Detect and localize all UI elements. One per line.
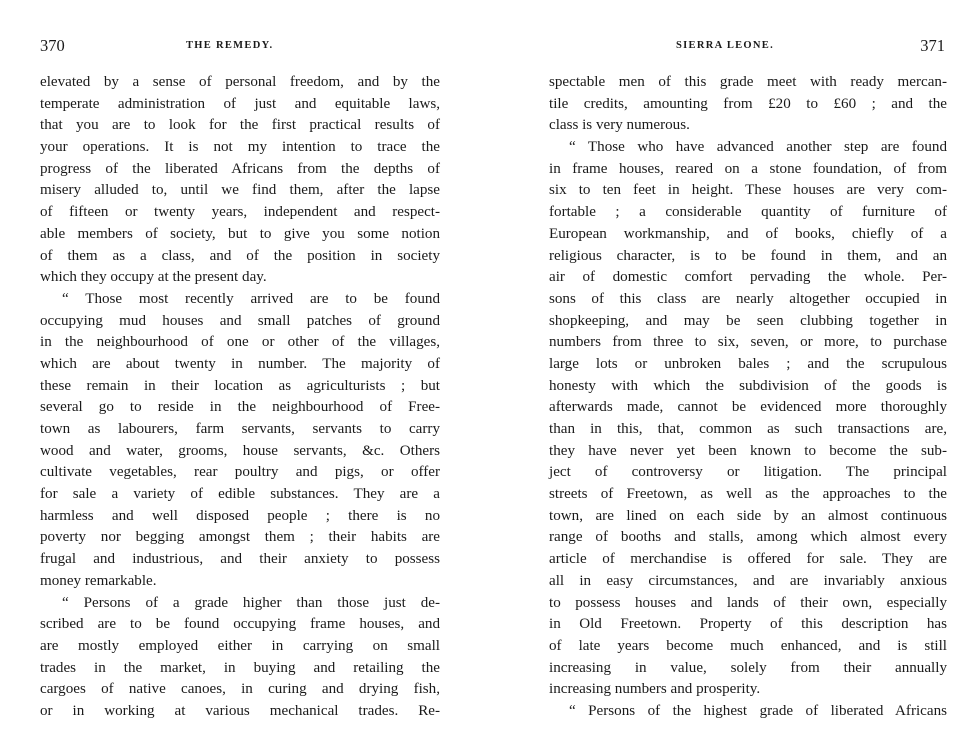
text-line: “ Persons of a grade higher than those just de-: [62, 594, 440, 611]
text-line: they have never yet been known to become the sub-: [549, 442, 947, 459]
text-line: several go to reside in the neighbourhood of Free-: [40, 399, 440, 416]
text-line: cargoes of native canoes, in curing and drying fish,: [40, 681, 440, 698]
text-line: town as labourers, farm servants, servants to carry: [40, 421, 440, 437]
text-line: of fifteen or twenty years, independent and respect-: [40, 204, 440, 221]
text-line: progress of the liberated Africans from the depths of: [40, 160, 440, 177]
text-line: of late years become much enhanced, and is still: [549, 637, 947, 654]
text-line: temperate administration of just and equitable laws,: [40, 95, 440, 112]
text-line: increasing numbers and prosperity.: [549, 681, 761, 698]
text-line: range of booths and stalls, among which almost every: [549, 529, 947, 546]
text-line: “ Those who have advanced another step are found: [569, 139, 947, 156]
text-line: wood and water, grooms, house servants, &c. Others: [40, 442, 440, 459]
text-line: for sale a variety of edible substances. They are a: [40, 486, 440, 503]
text-line: numbers from three to six, seven, or more, to purchase: [549, 334, 947, 351]
text-line: air of domestic comfort pervading the whole. Per-: [549, 269, 947, 286]
text-line: cultivate vegetables, rear poultry and pigs, or offer: [40, 464, 440, 481]
left-running-head: [40, 36, 440, 60]
text-line: six to ten feet in height. These houses are very com-: [549, 182, 947, 199]
text-line: poverty nor begging amongst them ; their habits are: [40, 529, 440, 546]
text-line: shopkeeping, and may be seen clubbing together in: [549, 312, 947, 329]
text-line: fortable ; a considerable quantity of furniture of: [549, 204, 947, 221]
text-line: European workmanship, and of books, chiefly of a: [549, 225, 947, 242]
text-line: in the neighbourhood of one or other of the villages,: [40, 334, 440, 351]
text-line: scribed are to be found occupying frame houses, and: [40, 616, 440, 633]
right-page-number: 371: [920, 36, 945, 55]
text-line: all in easy circumstances, and are invariably anxious: [549, 572, 947, 589]
text-line: ject of controversy or litigation. The principal: [549, 464, 947, 481]
text-line: town, are lined on each side by an almost continuous: [549, 507, 947, 524]
text-line: to possess houses and lands of their own, especially: [549, 594, 947, 611]
text-line: in frame houses, reared on a stone foundation, of from: [549, 160, 947, 177]
text-line: misery alluded to, until we find them, after the lapse: [40, 182, 440, 199]
text-line: sons of this class are nearly altogether occupied in: [549, 290, 947, 307]
text-line: than in this, that, common as such transactions are,: [549, 421, 947, 437]
text-line: which they occupy at the present day.: [40, 269, 267, 286]
text-line: or in working at various mechanical trades. Re-: [40, 702, 440, 719]
text-line: religious character, is to be found in them, and an: [549, 247, 947, 264]
left-body-text: [40, 72, 440, 723]
text-line: able members of society, but to give you some notion: [40, 225, 440, 242]
text-line: increasing in value, solely from their annually: [549, 659, 947, 676]
text-line: “ Those most recently arrived are to be found: [62, 290, 440, 307]
text-line: which are about twenty in number. The majority of: [40, 355, 440, 372]
right-running-head: [549, 36, 947, 60]
text-line: money remarkable.: [40, 572, 157, 589]
text-line: afterwards made, cannot be evidenced more thoroughly: [549, 399, 947, 416]
text-line: harmless and well disposed people ; there is no: [40, 507, 440, 524]
text-line: class is very numerous.: [549, 117, 690, 134]
text-line: trades in the market, in buying and retailing the: [40, 659, 440, 676]
text-line: these remain in their location as agriculturists ; but: [40, 377, 440, 394]
text-line: occupying mud houses and small patches of ground: [40, 312, 440, 329]
text-line: large lots or unbroken bales ; and the scrupulous: [549, 355, 947, 372]
text-line: tile credits, amounting from £20 to £60 ; and the: [549, 95, 947, 112]
text-line: elevated by a sense of personal freedom, and by the: [40, 74, 440, 90]
right-page: [549, 0, 947, 749]
text-line: streets of Freetown, as well as the approaches to the: [549, 486, 947, 503]
text-line: “ Persons of the highest grade of liberated Africans: [569, 702, 947, 719]
text-line: that you are to look for the first practical results of: [40, 117, 440, 134]
left-running-title: THE REMEDY.: [186, 40, 274, 51]
left-page: [40, 0, 440, 749]
text-line: your operations. It is not my intention to trace the: [40, 139, 440, 156]
text-line: spectable men of this grade meet with ready mercan-: [549, 74, 947, 90]
text-line: honesty with which the subdivision of the goods is: [549, 377, 947, 394]
text-line: article of merchandise is offered for sale. They are: [549, 551, 947, 568]
text-line: are mostly employed either in carrying on small: [40, 637, 440, 654]
left-page-number: 370: [40, 36, 65, 55]
text-line: frugal and industrious, and their anxiety to possess: [40, 551, 440, 568]
right-running-title: SIERRA LEONE.: [676, 40, 775, 51]
right-body-text: [549, 72, 947, 723]
text-line: of them as a class, and of the position in society: [40, 247, 440, 264]
text-line: in Old Freetown. Property of this description has: [549, 616, 947, 633]
